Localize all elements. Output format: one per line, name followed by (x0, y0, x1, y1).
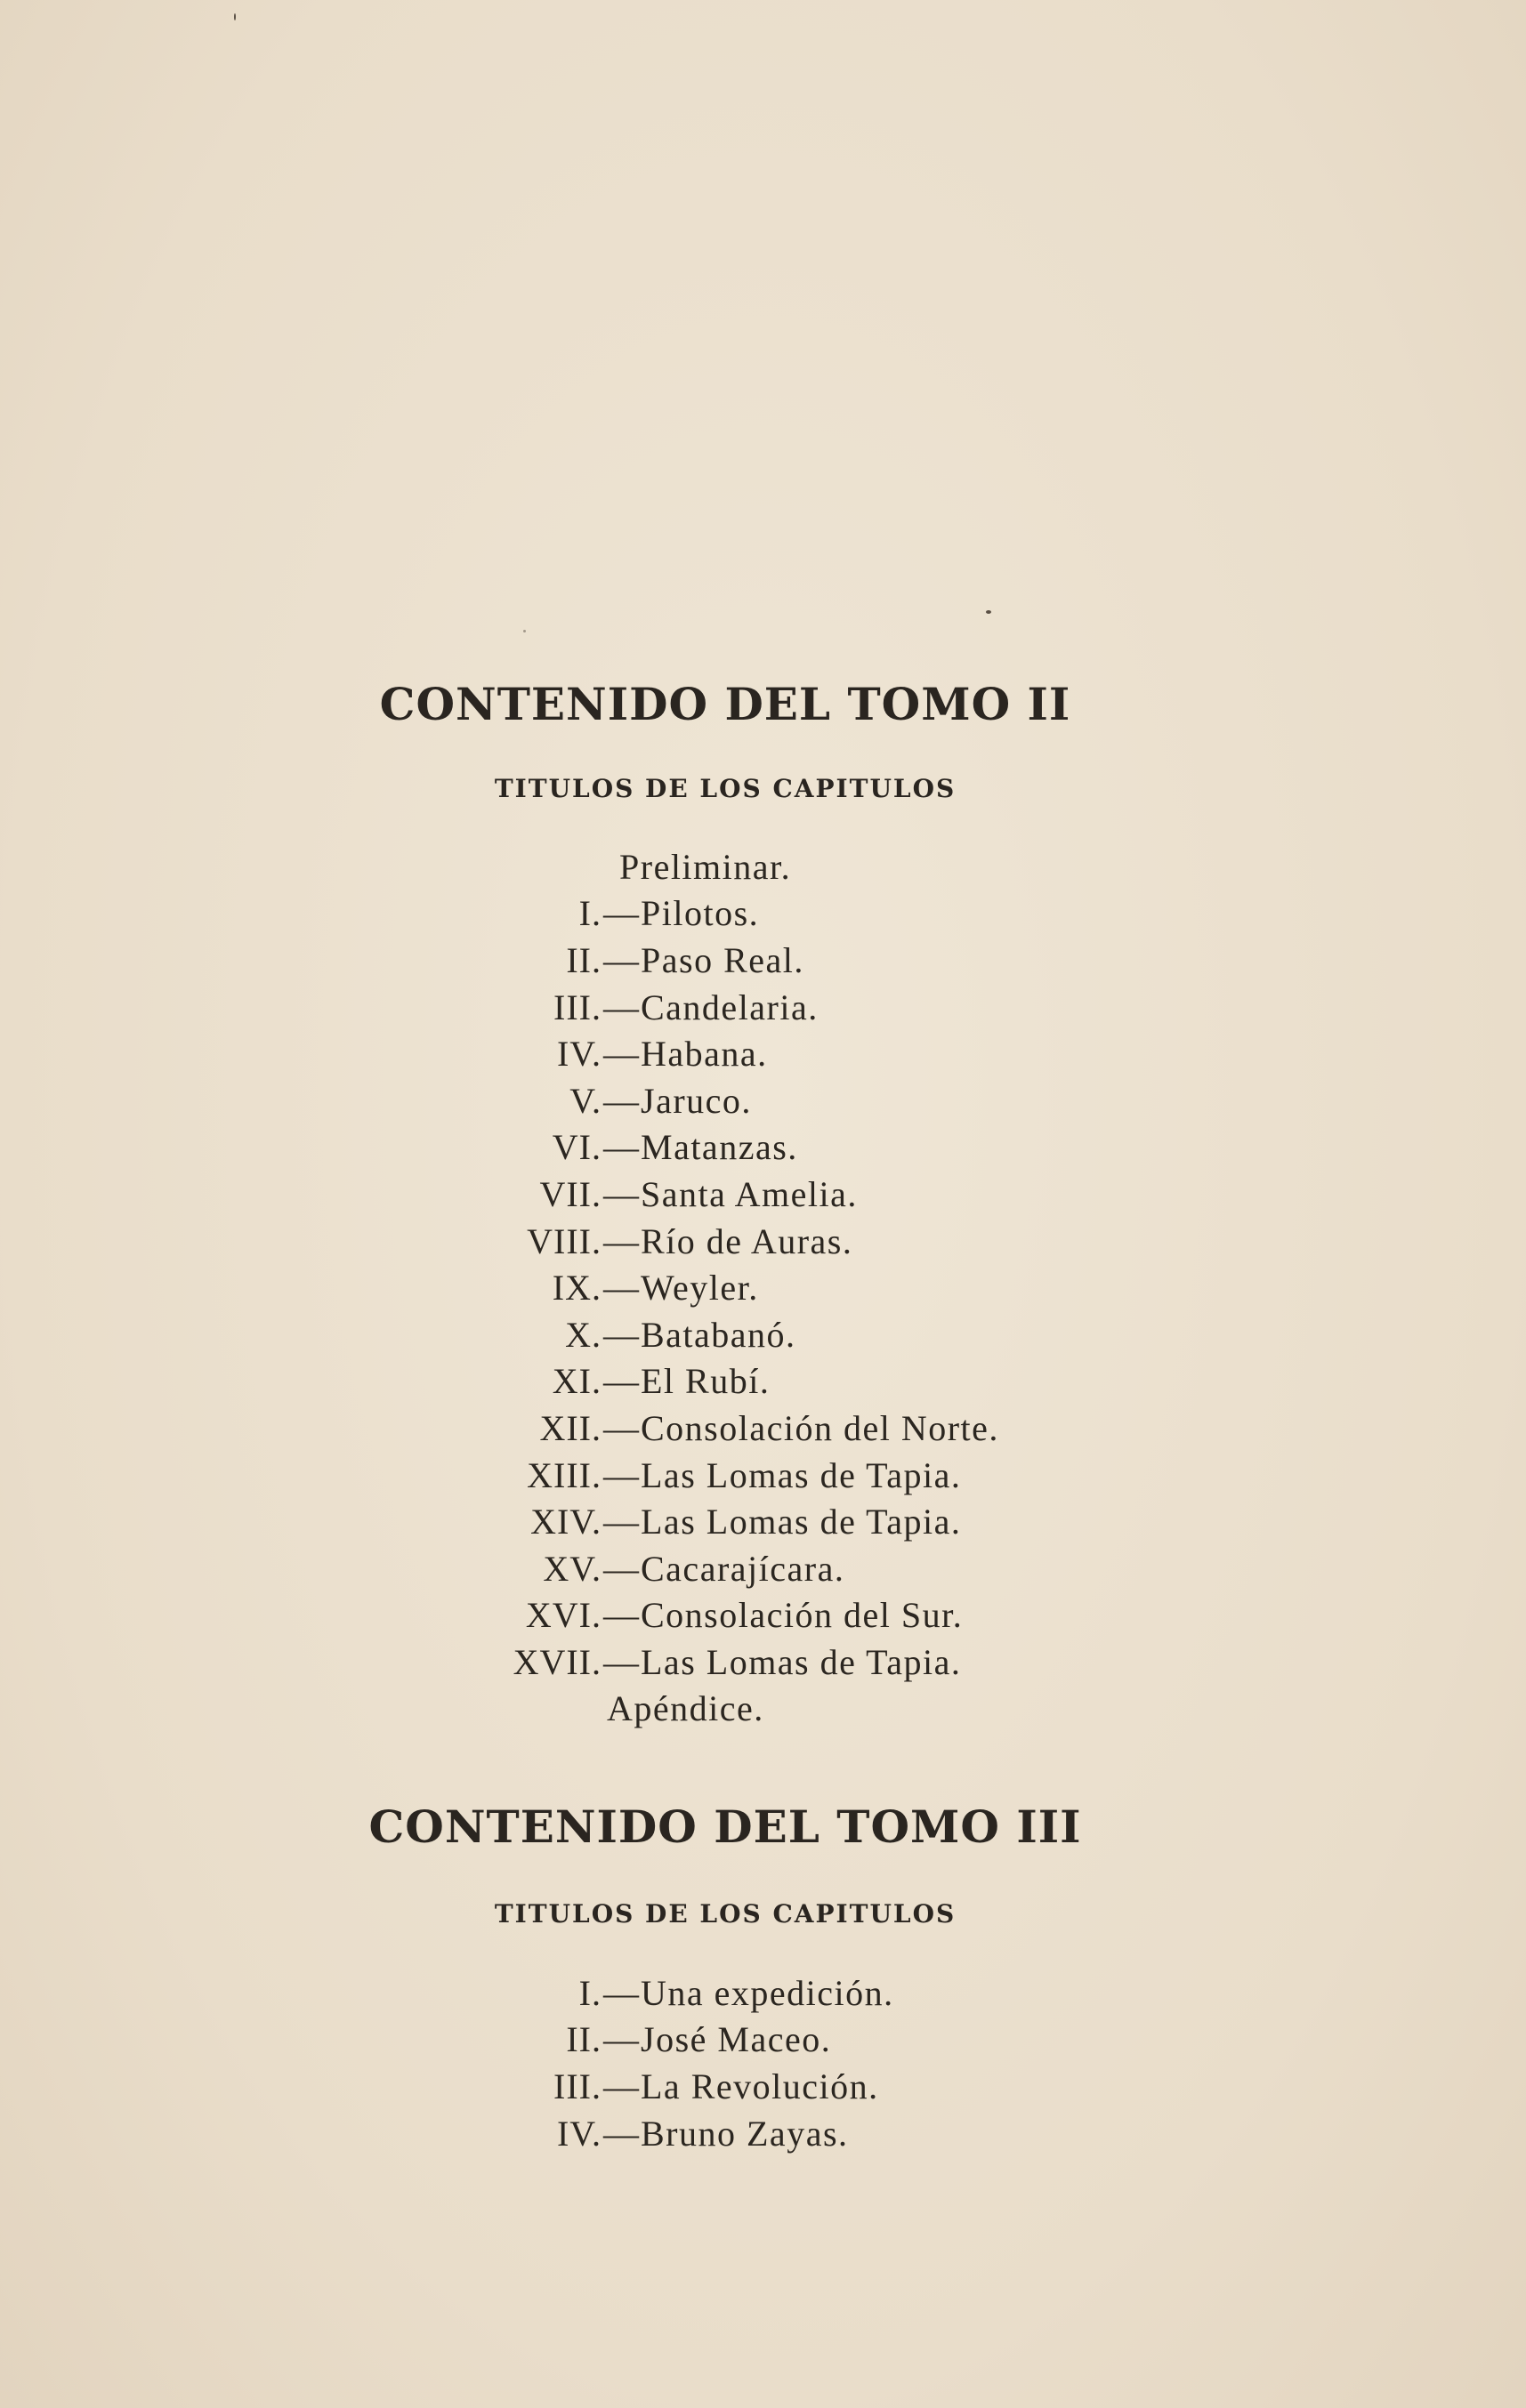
list-item (0, 2063, 894, 2110)
tomo-2-subheading: TITULOS DE LOS CAPITULOS (494, 774, 957, 803)
chapter-number: III. (553, 987, 602, 1027)
chapter-dash: — (603, 1220, 639, 1261)
list-item (0, 1452, 999, 1499)
chapter-title: Santa Amelia. (641, 1173, 858, 1214)
chapter-title: Bruno Zayas. (641, 2113, 849, 2154)
list-item (0, 1077, 999, 1124)
chapter-dash: — (603, 2019, 639, 2060)
list-item (0, 2017, 894, 2064)
list-item (0, 1498, 999, 1545)
chapter-title: Las Lomas de Tapia. (641, 1502, 962, 1542)
chapter-dash: — (603, 939, 639, 980)
chapter-number: XV. (543, 1548, 602, 1589)
chapter-title: Batabanó. (641, 1314, 796, 1355)
list-item (0, 1311, 999, 1358)
chapter-dash: — (603, 1314, 639, 1355)
chapter-dash: — (603, 1548, 639, 1589)
chapter-title: Matanzas. (641, 1127, 798, 1168)
tomo-2-heading: CONTENIDO DEL TOMO II (379, 678, 1071, 730)
chapter-number: I. (578, 1972, 602, 2013)
chapter-dash: — (603, 1407, 639, 1448)
chapter-title: José Maceo. (641, 2019, 832, 2060)
list-item (0, 984, 999, 1031)
list-item (0, 1686, 999, 1733)
chapter-dash: — (603, 1361, 639, 1402)
chapter-number: V. (569, 1080, 602, 1121)
chapter-dash: — (603, 1127, 639, 1168)
chapter-dash: — (603, 893, 639, 934)
list-item (0, 937, 999, 984)
chapter-title: Habana. (641, 1034, 768, 1075)
chapter-number: X. (565, 1314, 602, 1355)
chapter-dash: — (603, 1641, 639, 1682)
chapter-number: II. (566, 2019, 602, 2060)
chapter-number: XVI. (525, 1595, 602, 1636)
tomo-3-subheading: TITULOS DE LOS CAPITULOS (494, 1899, 957, 1929)
list-item (0, 1639, 999, 1686)
chapter-dash: — (603, 1454, 639, 1495)
chapter-title: Las Lomas de Tapia. (641, 1641, 962, 1682)
list-item (0, 1592, 999, 1639)
chapter-number: VII. (539, 1173, 602, 1214)
chapter-title: La Revolución. (641, 2066, 879, 2106)
list-item (0, 2110, 894, 2157)
chapter-title: Consolación del Norte. (641, 1407, 999, 1448)
list-item (0, 1969, 894, 2017)
chapter-title: Pilotos. (641, 893, 760, 934)
list-item (0, 1171, 999, 1218)
chapter-dash: — (603, 2113, 639, 2154)
tomo-2-chapter-list (0, 843, 999, 1732)
preliminar-label: Preliminar. (619, 846, 792, 887)
chapter-title: Jaruco. (641, 1080, 752, 1121)
chapter-dash: — (603, 1595, 639, 1636)
chapter-dash: — (603, 987, 639, 1027)
chapter-number: XIII. (527, 1454, 602, 1495)
chapter-number: XIV. (530, 1502, 602, 1542)
chapter-title: Weyler. (641, 1268, 759, 1309)
chapter-title: Río de Auras. (641, 1220, 853, 1261)
chapter-number: XI. (552, 1361, 602, 1402)
chapter-title: Consolación del Sur. (641, 1595, 964, 1636)
list-item (0, 1545, 999, 1592)
list-item (0, 890, 999, 938)
chapter-dash: — (603, 1173, 639, 1214)
list-item (0, 1218, 999, 1265)
print-speck (523, 630, 526, 632)
tomo-3-chapter-list (0, 1969, 894, 2156)
chapter-number: IX. (552, 1268, 602, 1309)
chapter-dash: — (603, 1080, 639, 1121)
apendice-label: Apéndice. (607, 1688, 764, 1729)
print-speck (234, 13, 236, 20)
chapter-title: Candelaria. (641, 987, 819, 1027)
chapter-number: IV. (556, 2113, 602, 2154)
chapter-title: Paso Real. (641, 939, 804, 980)
list-item (0, 1264, 999, 1311)
chapter-title: Cacarajícara. (641, 1548, 845, 1589)
chapter-number: XII. (539, 1407, 602, 1448)
chapter-dash: — (603, 2066, 639, 2106)
chapter-dash: — (603, 1034, 639, 1075)
chapter-dash: — (603, 1502, 639, 1542)
list-item (0, 843, 999, 890)
chapter-title: Una expedición. (641, 1972, 894, 2013)
chapter-title: Las Lomas de Tapia. (641, 1454, 962, 1495)
chapter-dash: — (603, 1972, 639, 2013)
chapter-number: VI. (552, 1127, 602, 1168)
chapter-title: El Rubí. (641, 1361, 771, 1402)
chapter-number: VIII. (527, 1220, 602, 1261)
list-item (0, 1405, 999, 1452)
chapter-number: II. (566, 939, 602, 980)
chapter-number: XVII. (513, 1641, 602, 1682)
chapter-dash: — (603, 1268, 639, 1309)
tomo-3-heading: CONTENIDO DEL TOMO III (368, 1800, 1082, 1853)
chapter-number: IV. (556, 1034, 602, 1075)
print-speck (986, 610, 991, 614)
list-item (0, 1124, 999, 1172)
chapter-number: III. (553, 2066, 602, 2106)
list-item (0, 1358, 999, 1405)
list-item (0, 1030, 999, 1077)
chapter-number: I. (578, 893, 602, 934)
